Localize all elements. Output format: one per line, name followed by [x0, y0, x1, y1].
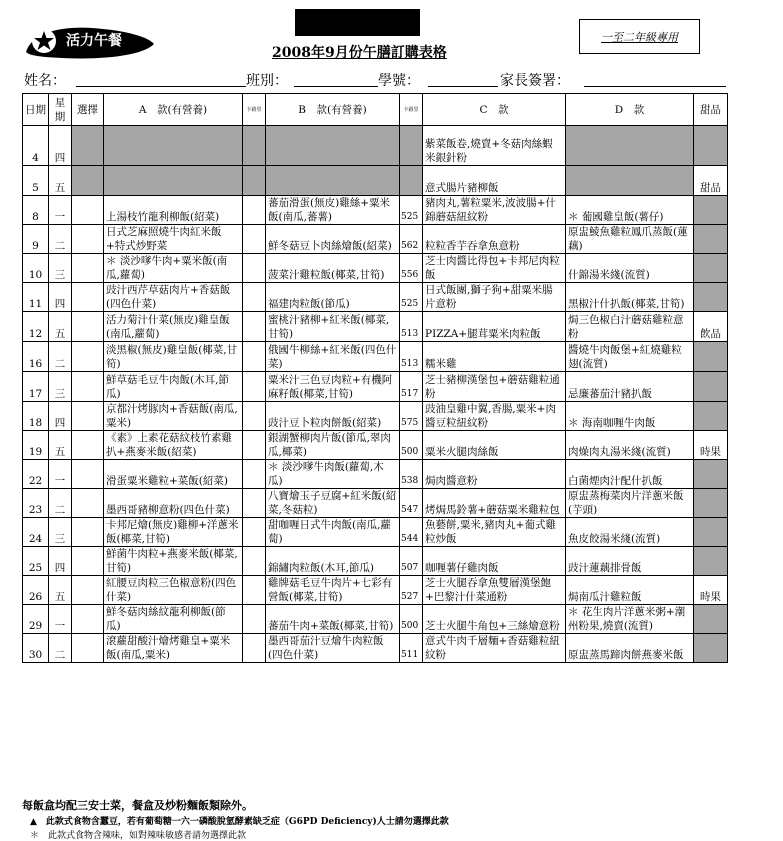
option-d-cell[interactable]: 黑椒汁什扒飯(椰菜,甘筍) [566, 283, 694, 312]
option-d-cell[interactable]: 原盅蒸梅菜肉片洋蔥米飯(芋頭) [566, 489, 694, 518]
option-c-cell[interactable]: 豉油皇雞中翼,香腸,粟米+肉醬豆粒紐紋粉 [423, 402, 566, 431]
option-d-cell[interactable]: ＊ 海南咖喱牛肉飯 [566, 402, 694, 431]
row-date: 26 [23, 576, 49, 605]
dessert-cell [694, 342, 728, 372]
row-date: 24 [23, 518, 49, 547]
option-a-cell[interactable]: 鮮草菇毛豆牛肉飯(木耳,節瓜) [104, 372, 243, 402]
option-d-cell[interactable]: 忌廉蕃茄汁豬扒飯 [566, 372, 694, 402]
row-weekday: 二 [49, 225, 72, 254]
option-a-cell[interactable]: 鮮冬菇肉絲紋龍利柳飯(節瓜) [104, 605, 243, 634]
calorie-b-cell: 556 [400, 254, 423, 283]
table-header-row [23, 94, 728, 126]
header-option-d: D 款 [566, 94, 694, 126]
calorie-a-cell [243, 634, 266, 663]
choice-cell[interactable] [72, 166, 104, 196]
option-a-cell[interactable]: 豉汁西芹草菇肉片+香菇飯(四色什菜) [104, 283, 243, 312]
option-a-cell[interactable]: 淡黑椒(無皮)雞皇飯(椰菜,甘筍) [104, 342, 243, 372]
dessert-cell: 甜品 [694, 166, 728, 196]
parent-sign-field[interactable] [584, 86, 726, 87]
calorie-a-cell [243, 605, 266, 634]
row-weekday: 二 [49, 342, 72, 372]
option-d-cell[interactable] [566, 166, 694, 196]
table-row [23, 254, 728, 283]
dessert-cell [694, 489, 728, 518]
row-date: 16 [23, 342, 49, 372]
calorie-a-cell [243, 225, 266, 254]
row-weekday: 四 [49, 547, 72, 576]
row-weekday: 四 [49, 402, 72, 431]
row-date: 19 [23, 431, 49, 460]
choice-cell[interactable] [72, 402, 104, 431]
option-c-cell[interactable]: 魚藝餅,粟米,豬肉丸+葡式雞粒炒飯 [423, 518, 566, 547]
header-weekday: 星期 [49, 94, 72, 126]
row-weekday: 一 [49, 460, 72, 489]
table-row [23, 342, 728, 372]
table-row [23, 372, 728, 402]
table-row [23, 283, 728, 312]
header-choice: 選擇 [72, 94, 104, 126]
calorie-a-cell [243, 126, 266, 166]
row-date: 29 [23, 605, 49, 634]
option-b-cell[interactable]: 菠菜汁雞粒飯(椰菜,甘筍) [266, 254, 400, 283]
choice-cell[interactable] [72, 196, 104, 225]
calorie-b-cell: 547 [400, 489, 423, 518]
option-c-cell[interactable]: 意式牛肉千層麵+香菇雞粒紐紋粉 [423, 634, 566, 663]
table-row [23, 225, 728, 254]
row-weekday: 五 [49, 166, 72, 196]
dessert-cell [694, 460, 728, 489]
table-row [23, 605, 728, 634]
row-weekday: 四 [49, 126, 72, 166]
option-a-cell[interactable]: 京都汁烤豚肉+香菇飯(南瓜,粟米) [104, 402, 243, 431]
choice-cell[interactable] [72, 372, 104, 402]
option-d-cell[interactable]: ＊ 葡國雞皇飯(薯仔) [566, 196, 694, 225]
choice-cell[interactable] [72, 547, 104, 576]
row-date: 5 [23, 166, 49, 196]
option-c-cell[interactable]: 粟米火腿肉絲飯 [423, 431, 566, 460]
table-row [23, 489, 728, 518]
table-row [23, 126, 728, 166]
parent-sign-label: 家長簽署： [500, 73, 570, 89]
option-c-cell[interactable]: 焗肉醬意粉 [423, 460, 566, 489]
header-option-a: A 款(有營養) [104, 94, 243, 126]
row-date: 12 [23, 312, 49, 342]
calorie-b-cell: 500 [400, 431, 423, 460]
option-c-cell[interactable]: 意式腸片豬柳飯 [423, 166, 566, 196]
option-a-cell[interactable]: 滾蘿甜酸汁燴烤雞皇+粟米飯(南瓜,粟米) [104, 634, 243, 663]
calorie-b-cell: 511 [400, 634, 423, 663]
calorie-a-cell [243, 283, 266, 312]
calorie-a-cell [243, 196, 266, 225]
row-weekday: 五 [49, 312, 72, 342]
dessert-cell [694, 402, 728, 431]
option-a-cell[interactable]: 卡邦尼燴(無皮)雞柳+洋蔥米飯(椰菜,甘筍) [104, 518, 243, 547]
option-c-cell[interactable]: 咖喱薯仔雞肉飯 [423, 547, 566, 576]
row-date: 10 [23, 254, 49, 283]
row-date: 18 [23, 402, 49, 431]
option-c-cell[interactable]: 紫菜飯卷,燒賣+冬菇肉絲蝦米銀針粉 [423, 126, 566, 166]
calorie-b-cell: 525 [400, 196, 423, 225]
student-info-form [24, 70, 774, 90]
calorie-b-cell: 517 [400, 372, 423, 402]
table-row [23, 518, 728, 547]
choice-cell[interactable] [72, 126, 104, 166]
option-b-cell[interactable]: 蕃茄牛肉+菜飯(椰菜,甘筍) [266, 605, 400, 634]
option-b-cell[interactable]: 粟米汁三色豆肉粒+有機阿麻籽飯(椰菜,甘筍) [266, 372, 400, 402]
calorie-a-cell [243, 460, 266, 489]
option-d-cell[interactable]: 什錦湯米綫(流質) [566, 254, 694, 283]
row-weekday: 五 [49, 431, 72, 460]
row-weekday: 一 [49, 196, 72, 225]
calorie-b-cell [400, 166, 423, 196]
calorie-a-cell [243, 342, 266, 372]
header-date: 日期 [23, 94, 49, 126]
option-d-cell[interactable]: 醬燒牛肉飯堡+紅燒雞粒翅(流質) [566, 342, 694, 372]
option-b-cell[interactable]: ＊ 淡沙嗲牛肉飯(蘿蔔,木瓜) [266, 460, 400, 489]
row-weekday: 一 [49, 605, 72, 634]
option-b-cell[interactable]: 福建肉粒飯(節瓜) [266, 283, 400, 312]
option-c-cell[interactable]: 芝士肉醬比得包+卡邦尼肉粒飯 [423, 254, 566, 283]
student-no-label: 學號： [378, 73, 420, 89]
header-option-b: B 款(有營養) [266, 94, 400, 126]
lunch-order-table [22, 93, 728, 663]
row-date: 22 [23, 460, 49, 489]
calorie-b-cell: 525 [400, 283, 423, 312]
calorie-a-cell [243, 166, 266, 196]
option-a-cell[interactable] [104, 126, 243, 166]
option-b-cell[interactable] [266, 126, 400, 166]
logo-text: 活力午餐 [66, 33, 122, 49]
option-c-cell[interactable]: 豬肉丸,薯粒粟米,波波腸+什錦蘑菇紐紋粉 [423, 196, 566, 225]
footer-warning-spicy: ＊ 此款式食物含辣味，如對辣味敏感者請勿選擇此款 [30, 831, 247, 841]
row-date: 17 [23, 372, 49, 402]
row-date: 11 [23, 283, 49, 312]
row-date: 9 [23, 225, 49, 254]
header-calorie-b: 卡路里 [400, 94, 423, 126]
table-row [23, 166, 728, 196]
option-d-cell[interactable]: 肉燥肉丸湯米綫(流質) [566, 431, 694, 460]
option-a-cell[interactable]: 鮮菌牛肉粒+燕麥米飯(椰菜,甘筍) [104, 547, 243, 576]
dessert-cell [694, 634, 728, 663]
option-a-cell[interactable]: 墨西哥豬柳意粉(四色什菜) [104, 489, 243, 518]
row-weekday: 二 [49, 489, 72, 518]
option-a-cell[interactable]: 活力菊汁什菜(無皮)雞皇飯(南瓜,蘿蔔) [104, 312, 243, 342]
choice-cell[interactable] [72, 634, 104, 663]
option-c-cell[interactable]: 粒粒香芋吞拿魚意粉 [423, 225, 566, 254]
header-dessert: 甜品 [694, 94, 728, 126]
option-d-cell[interactable]: 原盅蒸馬蹄肉餅燕麥米飯 [566, 634, 694, 663]
option-d-cell[interactable]: 白菌煙肉汁配什扒飯 [566, 460, 694, 489]
option-c-cell[interactable]: 芝士火腿牛角包+三絲燴意粉 [423, 605, 566, 634]
dessert-cell: 時果 [694, 431, 728, 460]
choice-cell[interactable] [72, 431, 104, 460]
option-b-cell[interactable]: 蕃茄滑蛋(無皮)雞絲+粟米飯(南瓜,蕃薯) [266, 196, 400, 225]
calorie-b-cell: 507 [400, 547, 423, 576]
option-a-cell[interactable] [104, 166, 243, 196]
option-d-cell[interactable]: ＊ 花生肉片洋蔥米粥+潮州粉果,燒賣(流質) [566, 605, 694, 634]
dessert-cell [694, 518, 728, 547]
table-row [23, 634, 728, 663]
calorie-a-cell [243, 547, 266, 576]
option-c-cell[interactable]: 烤焗馬鈴薯+蘑菇粟米雞粒包 [423, 489, 566, 518]
choice-cell[interactable] [72, 283, 104, 312]
option-b-cell[interactable]: 銀湖蟹柳肉片飯(節瓜,翠肉瓜,椰菜) [266, 431, 400, 460]
option-b-cell[interactable]: 鮮冬菇豆卜肉絲燴飯(紹菜) [266, 225, 400, 254]
calorie-a-cell [243, 431, 266, 460]
header-calorie-a: 卡路里 [243, 94, 266, 126]
option-b-cell[interactable]: 甜咖喱日式牛肉飯(南瓜,蘿蔔) [266, 518, 400, 547]
table-row [23, 431, 728, 460]
table-row [23, 196, 728, 225]
calorie-b-cell: 562 [400, 225, 423, 254]
calorie-b-cell: 513 [400, 312, 423, 342]
option-d-cell[interactable] [566, 126, 694, 166]
choice-cell[interactable] [72, 576, 104, 605]
row-date: 30 [23, 634, 49, 663]
dessert-cell [694, 547, 728, 576]
option-a-cell[interactable]: 滑蛋粟米雞粒+菜飯(紹菜) [104, 460, 243, 489]
option-c-cell[interactable]: 日式飯團,獅子狗+甜粟米腸片意粉 [423, 283, 566, 312]
footer-note: 每飯盒均配三安士菜，餐盒及炒粉麵飯類除外。 [22, 799, 253, 812]
dessert-cell [694, 605, 728, 634]
calorie-a-cell [243, 312, 266, 342]
row-date: 4 [23, 126, 49, 166]
option-c-cell[interactable]: PIZZA+腿茸粟米肉粒飯 [423, 312, 566, 342]
row-weekday: 五 [49, 576, 72, 605]
option-b-cell[interactable]: 俄國牛柳絲+紅米飯(四色什菜) [266, 342, 400, 372]
dessert-cell: 飲品 [694, 312, 728, 342]
calorie-b-cell: 513 [400, 342, 423, 372]
option-a-cell[interactable]: 日式芝麻照燒牛肉紅米飯+特式炒野菜 [104, 225, 243, 254]
option-d-cell[interactable]: 魚皮餃湯米綫(流質) [566, 518, 694, 547]
choice-cell[interactable] [72, 342, 104, 372]
choice-cell[interactable] [72, 460, 104, 489]
dessert-cell [694, 126, 728, 166]
table-row [23, 460, 728, 489]
row-date: 23 [23, 489, 49, 518]
calorie-b-cell: 500 [400, 605, 423, 634]
calorie-a-cell [243, 372, 266, 402]
table-row [23, 402, 728, 431]
calorie-a-cell [243, 489, 266, 518]
calorie-b-cell [400, 126, 423, 166]
table-row [23, 576, 728, 605]
option-b-cell[interactable]: 雞牌菇毛豆牛肉片+七彩有營飯(椰菜,甘筍) [266, 576, 400, 605]
option-c-cell[interactable]: 芝士豬柳漢堡包+蘑菇雞粒通粉 [423, 372, 566, 402]
calorie-b-cell: 538 [400, 460, 423, 489]
option-a-cell[interactable]: 《素》上素花菇紋枝竹素雞扒+燕麥米飯(紹菜) [104, 431, 243, 460]
calorie-a-cell [243, 518, 266, 547]
row-date: 25 [23, 547, 49, 576]
dessert-cell: 時果 [694, 576, 728, 605]
dessert-cell [694, 283, 728, 312]
option-b-cell[interactable]: 墨西哥茄汁豆燴牛肉粒飯(四色什菜) [266, 634, 400, 663]
calorie-b-cell: 544 [400, 518, 423, 547]
grade-box: 一至二年級專用 [579, 19, 700, 54]
student-no-field[interactable] [428, 86, 498, 87]
row-weekday: 三 [49, 254, 72, 283]
dessert-cell [694, 372, 728, 402]
calorie-a-cell [243, 576, 266, 605]
choice-cell[interactable] [72, 518, 104, 547]
option-c-cell[interactable]: 芝士火腿吞拿魚雙層漢堡飽+巴黎汁什菜通粉 [423, 576, 566, 605]
option-b-cell[interactable]: 錦繡肉粒飯(木耳,節瓜) [266, 547, 400, 576]
choice-cell[interactable] [72, 605, 104, 634]
row-weekday: 三 [49, 372, 72, 402]
option-b-cell[interactable] [266, 166, 400, 196]
option-a-cell[interactable]: 上湯枝竹龍利柳飯(紹菜) [104, 196, 243, 225]
calorie-b-cell: 527 [400, 576, 423, 605]
row-weekday: 二 [49, 634, 72, 663]
row-date: 8 [23, 196, 49, 225]
option-d-cell[interactable]: 原盅鯪魚雞粒鳳爪蒸飯(蓮藕) [566, 225, 694, 254]
dessert-cell [694, 254, 728, 283]
class-label: 班別： [246, 73, 288, 89]
dessert-cell [694, 196, 728, 225]
option-d-cell[interactable]: 焗南瓜汁雞粒飯 [566, 576, 694, 605]
choice-cell[interactable] [72, 312, 104, 342]
option-b-cell[interactable]: 蜜桃汁豬柳+紅米飯(椰菜,甘筍) [266, 312, 400, 342]
calorie-a-cell [243, 254, 266, 283]
row-weekday: 四 [49, 283, 72, 312]
option-a-cell[interactable]: 紅腰豆肉粒三色椒意粉(四色什菜) [104, 576, 243, 605]
class-field[interactable] [294, 86, 378, 87]
footer-warning-g6pd: ▲ 此款式食物含蠶豆，若有葡萄糖一六一磷酸脫氫酵素缺乏症（G6PD Deficiency)人士請勿選擇此款 [30, 817, 449, 827]
option-a-cell[interactable]: ＊ 淡沙嗲牛肉+粟米飯(南瓜,蘿蔔) [104, 254, 243, 283]
choice-cell[interactable] [72, 254, 104, 283]
option-d-cell[interactable]: 焗三色椒白汁蘑菇雞粒意粉 [566, 312, 694, 342]
option-b-cell[interactable]: 豉汁豆卜粒肉餅飯(紹菜) [266, 402, 400, 431]
table-row [23, 312, 728, 342]
name-field[interactable] [76, 86, 246, 87]
calorie-a-cell [243, 402, 266, 431]
header-option-c: C 款 [423, 94, 566, 126]
dessert-cell [694, 225, 728, 254]
choice-cell[interactable] [72, 489, 104, 518]
option-c-cell[interactable]: 糯米雞 [423, 342, 566, 372]
redacted-school-name [295, 9, 420, 36]
name-label: 姓名： [24, 73, 66, 89]
calorie-b-cell: 575 [400, 402, 423, 431]
option-b-cell[interactable]: 八寶燴玉子豆腐+紅米飯(紹菜,冬菇粒) [266, 489, 400, 518]
page-title: 2008年9月份午膳訂購表格 [272, 45, 447, 61]
row-weekday: 三 [49, 518, 72, 547]
choice-cell[interactable] [72, 225, 104, 254]
option-d-cell[interactable]: 豉汁蓮藕排骨飯 [566, 547, 694, 576]
table-row [23, 547, 728, 576]
